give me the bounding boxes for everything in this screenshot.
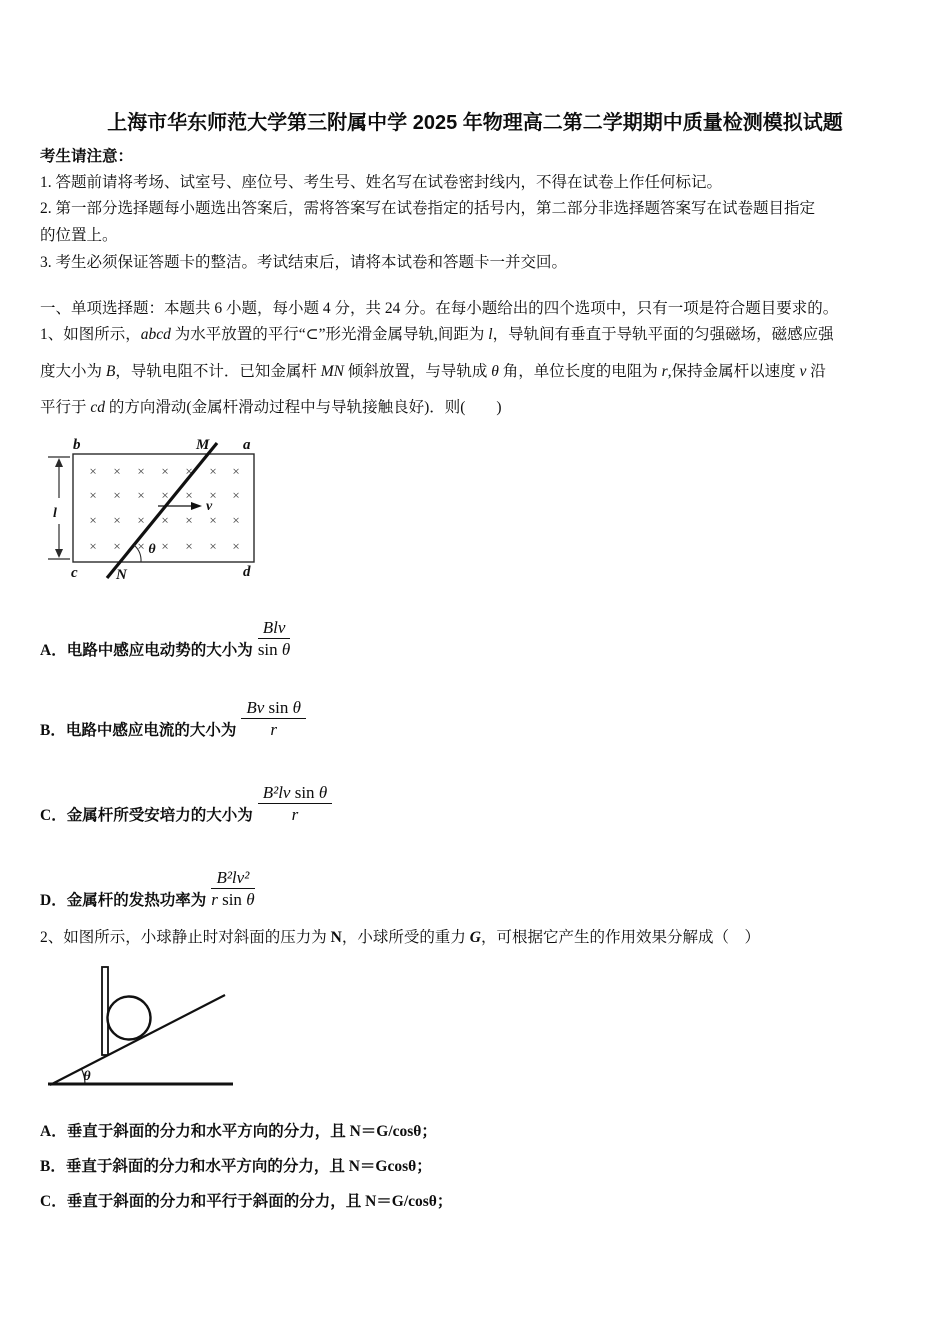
field-cross-icon: × (89, 538, 97, 554)
fraction-denominator: r (270, 720, 277, 739)
angle-label-theta: θ (83, 1069, 91, 1084)
field-cross-icon: × (209, 512, 217, 528)
fraction-numerator: Blv (258, 618, 291, 639)
field-cross-icon: × (113, 538, 121, 554)
length-label-l: l (53, 506, 57, 521)
q2-option-c: C．垂直于斜面的分力和平行于斜面的分力，且 N＝G/cosθ； (40, 1193, 453, 1210)
q2-option-b: B．垂直于斜面的分力和水平方向的分力，且 N＝Gcosθ； (40, 1158, 432, 1175)
field-cross-icon: × (185, 512, 193, 528)
field-cross-icon: × (137, 512, 145, 528)
notice-item-2-cont: 的位置上。 (40, 227, 118, 244)
fraction-numerator: B²lv sin θ (258, 783, 332, 804)
fraction-numerator: Bv sin θ (241, 698, 306, 719)
fraction (241, 698, 306, 739)
q2-stem: 2、如图所示，小球静止时对斜面的压力为 N，小球所受的重力 G，可根据它产生的作用效果分解成（ ） (40, 929, 760, 946)
field-cross-icon: × (113, 512, 121, 528)
field-cross-icon: × (209, 487, 217, 503)
field-cross-icon: × (232, 463, 240, 479)
field-cross-icon: × (89, 487, 97, 503)
fraction-denominator: r sin θ (211, 890, 255, 909)
field-cross-icon: × (137, 463, 145, 479)
velocity-label-v: v (206, 499, 213, 514)
q1-option-c-text: C．金属杆所受安培力的大小为 (40, 807, 253, 824)
field-cross-icon: × (137, 487, 145, 503)
fraction-denominator: sin θ (257, 640, 291, 659)
field-cross-icon: × (113, 463, 121, 479)
q1-stem-line-3: 平行于 cd 的方向滑动(金属杆滑动过程中与导轨接触良好)．则( ) (40, 399, 502, 416)
q1-stem-line-1: 1、如图所示，abcd 为水平放置的平行“⊂”形光滑金属导轨,间距为 l，导轨间有垂直于导轨平面的匀强磁场，磁感应强 (40, 326, 834, 343)
field-cross-icon: × (161, 538, 169, 554)
rod-label-N: N (116, 567, 127, 583)
arrowhead-down-icon (55, 549, 63, 558)
field-cross-icon: × (113, 487, 121, 503)
q1-option-a (40, 618, 290, 661)
fraction (211, 868, 254, 909)
q2-option-a: A．垂直于斜面的分力和水平方向的分力，且 N＝G/cosθ； (40, 1123, 437, 1140)
field-cross-icon: × (137, 538, 145, 554)
fraction (258, 783, 332, 824)
field-cross-icon: × (185, 487, 193, 503)
ball (108, 997, 151, 1040)
rail-label-a: a (243, 437, 251, 453)
angle-label-theta: θ (148, 542, 156, 557)
field-cross-icon: × (185, 538, 193, 554)
arrowhead-right-icon (191, 502, 202, 510)
notice-item-2: 2. 第一部分选择题每小题选出答案后，需将答案写在试卷指定的括号内，第二部分非选择题答案写在试卷题目指定 (40, 200, 816, 217)
fraction-numerator: B²lv² (211, 868, 254, 889)
q1-option-b (40, 698, 306, 741)
field-cross-icon: × (161, 463, 169, 479)
field-cross-icon: × (89, 512, 97, 528)
section-1-heading: 一、单项选择题：本题共 6 小题，每小题 4 分，共 24 分。在每小题给出的四个选项中，只有一项是符合题目要求的。 (40, 300, 839, 317)
field-cross-icon: × (161, 487, 169, 503)
field-cross-icon: × (209, 463, 217, 479)
notice-item-1: 1. 答题前请将考场、试室号、座位号、考生号、姓名写在试卷密封线内，不得在试卷上作任何标记。 (40, 174, 723, 191)
field-cross-icon: × (161, 512, 169, 528)
q2-figure-incline-diagram (40, 960, 240, 1092)
fraction-denominator: r (291, 805, 299, 824)
rail-label-c: c (71, 565, 78, 581)
field-cross-icon: × (209, 538, 217, 554)
q1-option-a-text: A．电路中感应电动势的大小为 (40, 642, 253, 659)
exam-title: 上海市华东师范大学第三附属中学 2025 年物理高二第二学期期中质量检测模拟试题 (107, 112, 843, 134)
notice-item-3: 3. 考生必须保证答题卡的整洁。考试结束后，请将本试卷和答题卡一并交回。 (40, 254, 568, 271)
rail-label-d: d (243, 564, 251, 580)
field-cross-icon: × (89, 463, 97, 479)
q1-option-c (40, 783, 332, 826)
rod-label-M: M (196, 437, 210, 453)
vertical-post (102, 967, 108, 1055)
fraction (258, 618, 291, 659)
field-cross-icon: × (232, 538, 240, 554)
rail-label-b: b (73, 437, 81, 453)
field-cross-icon: × (232, 512, 240, 528)
q1-option-b-text: B．电路中感应电流的大小为 (40, 722, 237, 739)
arrowhead-up-icon (55, 458, 63, 467)
q1-option-d-text: D．金属杆的发热功率为 (40, 892, 207, 909)
q1-stem-line-2: 度大小为 B，导轨电阻不计．已知金属杆 MN 倾斜放置，与导轨成 θ 角，单位长度的电阻为 r,保持金属杆以速度 v 沿 (40, 363, 826, 380)
notice-heading: 考生请注意： (40, 148, 134, 165)
q1-figure-rails-diagram (40, 436, 270, 584)
field-cross-icon: × (185, 463, 193, 479)
field-cross-icon: × (232, 487, 240, 503)
q1-option-d (40, 868, 255, 911)
